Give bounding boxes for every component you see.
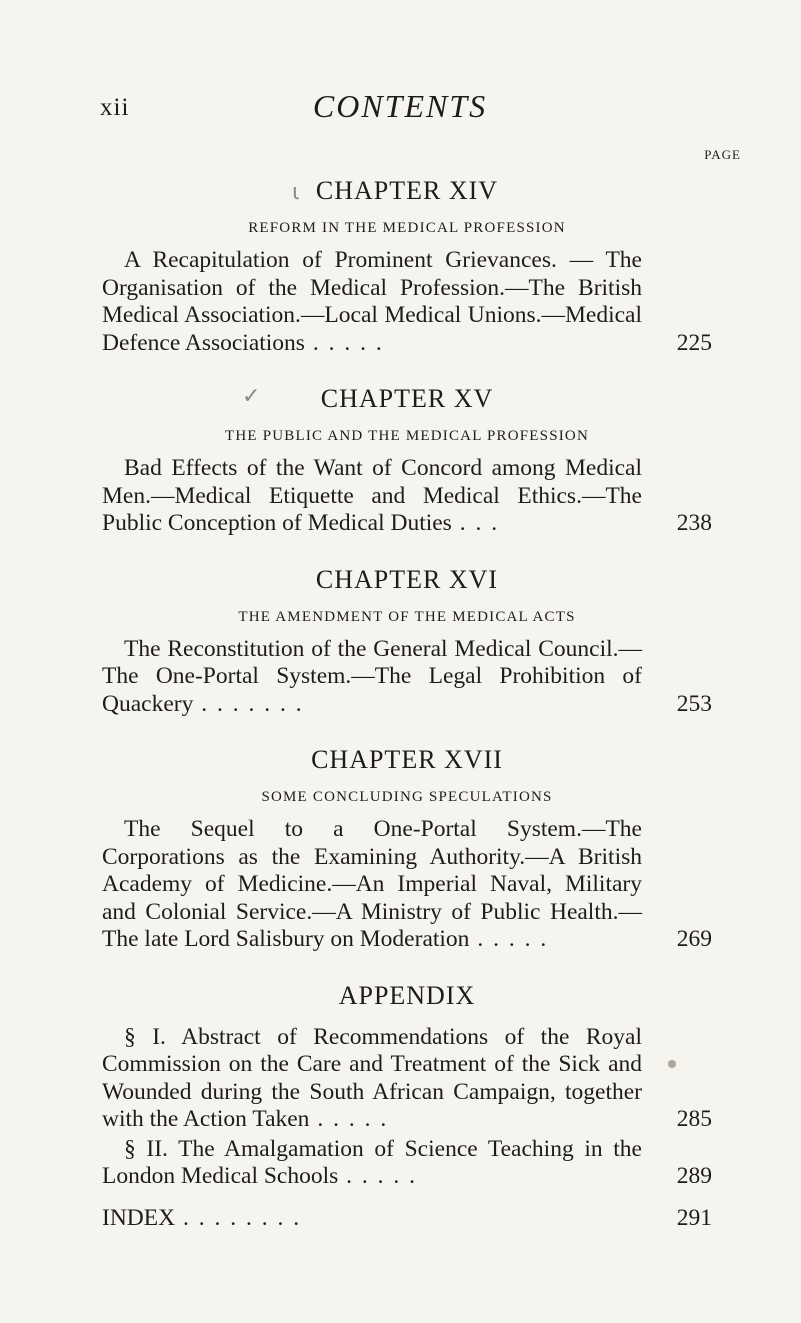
chapter-summary: A Recapitulation of Prominent Grievances. — The Organisation of the Medical Profession.—The British Medical Association.—Local Medical Unions.—Medical Defence Associations . . . . . 225 [102, 247, 712, 356]
page-number: 225 [676, 329, 712, 356]
appendix [102, 980, 712, 1233]
page-title: CONTENTS [312, 88, 488, 124]
chapter-subtitle: REFORM IN THE MEDICAL PROFESSION [248, 220, 566, 236]
chapter-subtitle: SOME CONCLUDING SPECULATIONS [261, 789, 553, 805]
chapter-14 [102, 175, 712, 357]
page-number: 238 [676, 510, 712, 536]
chapter-subtitle: THE PUBLIC AND THE MEDICAL PROFESSION [224, 428, 589, 444]
chapter-subtitle: THE AMENDMENT OF THE MEDICAL ACTS [238, 608, 576, 625]
chapter-heading: ✓ CHAPTER XV [102, 383, 712, 415]
ink-smudge [668, 1060, 676, 1068]
chapter-17 [102, 744, 712, 954]
page-number: 289 [676, 1163, 712, 1189]
chapter-summary: The Reconstitution of the General Medical Council.— The One-Portal System.—The Legal Prohibition of Quackery . . . . . . . 253 [102, 635, 712, 717]
index-label: INDEX [102, 1204, 176, 1231]
pencil-mark: ι [292, 180, 301, 205]
page-folio: xii [100, 94, 130, 121]
page-column-label: PAGE [704, 147, 741, 162]
index-entry: INDEX . . . . . . . . 291 [102, 1204, 712, 1231]
page-number: 269 [676, 926, 712, 952]
page-number: 291 [676, 1204, 712, 1231]
check-mark-icon: ✓ [242, 384, 262, 409]
chapter-summary: Bad Effects of the Want of Concord among Medical Men.—Medical Etiquette and Medical Ethics.—The Public Conception of Medical Duties . . . 238 [102, 455, 712, 536]
page-number: 285 [676, 1106, 712, 1132]
contents-list [102, 175, 712, 1258]
running-head [100, 88, 700, 128]
appendix-heading: APPENDIX [338, 980, 476, 1010]
chapter-15 [102, 383, 712, 538]
appendix-entry: § I. Abstract of Recommendations of the Royal Commission on the Care and Treatment of the Sick and Wounded during the South African Campaign, together with the Action Taken . . . . . 285 [102, 1023, 712, 1132]
appendix-entry: § II. The Amalgamation of Science Teaching in the London Medical Schools . . . . . 289 [102, 1135, 712, 1189]
chapter-16 [102, 564, 712, 719]
chapter-summary: The Sequel to a One-Portal System.—The Corporations as the Examining Authority.—A British Academy of Medicine.—An Imperial Naval, Military and Colonial Service.—A Ministry of Public Health.—The late Lord Salisbury on Moderation . . . . . 269 [102, 816, 712, 952]
chapter-heading: CHAPTER XVI [315, 564, 499, 594]
chapter-heading: CHAPTER XVII [311, 745, 503, 774]
chapter-heading: ι CHAPTER XIV [102, 175, 712, 207]
page-number: 253 [676, 690, 712, 717]
